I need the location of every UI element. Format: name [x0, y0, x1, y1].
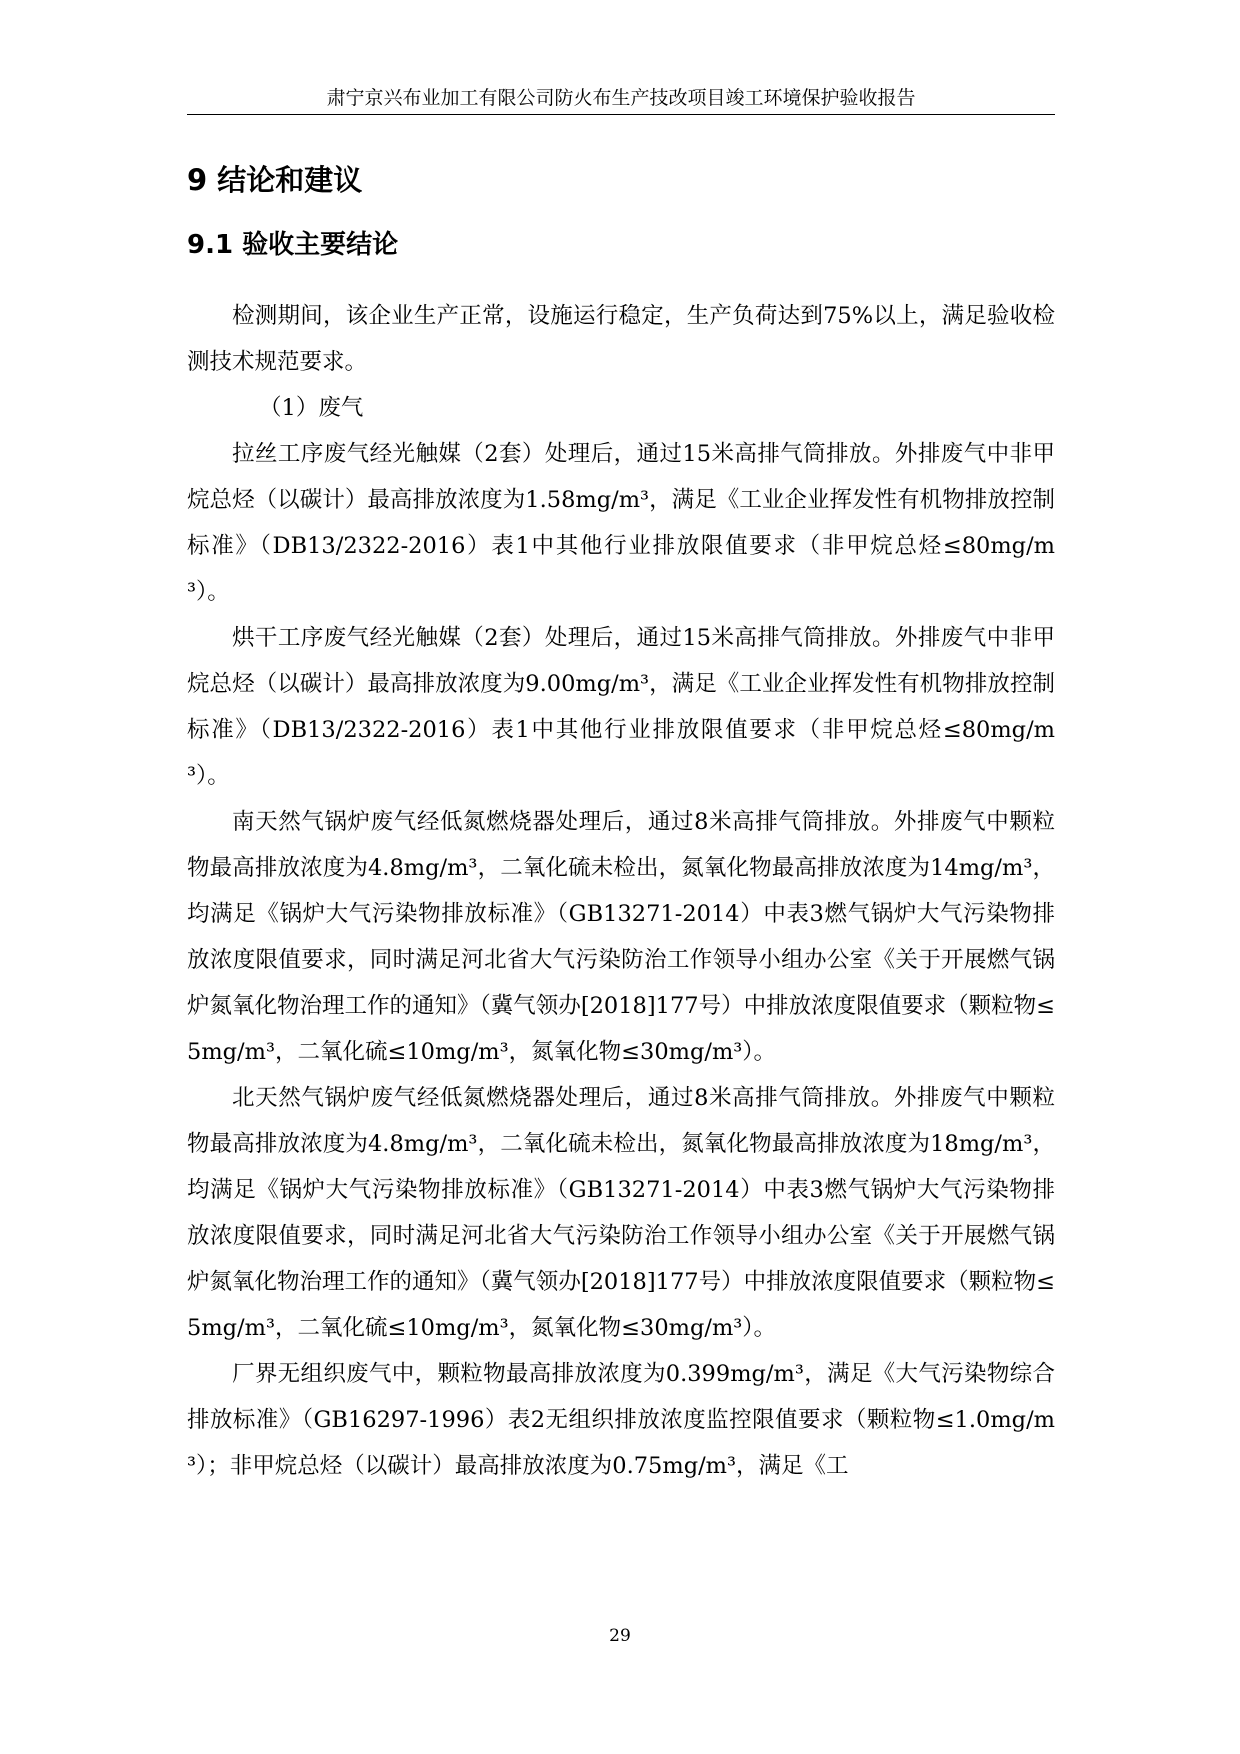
subsection-heading: 9.1 验收主要结论 [187, 230, 399, 260]
paragraph-fugitive: 厂界无组织废气中，颗粒物最高排放浓度为0.399mg/m³，满足《大气污染物综合排放标准》（GB16297-1996）表2无组织排放浓度监控限值要求（颗粒物≤1.0mg/m³）；非甲烷总烃（以碳计）最高排放浓度为0.75mg/m³，满足《工 [187, 1361, 1055, 1479]
paragraph-drawing: 拉丝工序废气经光触媒（2套）处理后，通过15米高排气筒排放。外排废气中非甲烷总烃（以碳计）最高排放浓度为1.58mg/m³，满足《工业企业挥发性有机物排放控制标准》（DB13/2322-2016）表1中其他行业排放限值要求（非甲烷总烃≤80mg/m³）。 [187, 441, 1055, 605]
section-heading: 9 结论和建议 [187, 163, 363, 197]
paragraph-south-boiler: 南天然气锅炉废气经低氮燃烧器处理后，通过8米高排气筒排放。外排废气中颗粒物最高排放浓度为4.8mg/m³，二氧化硫未检出，氮氧化物最高排放浓度为14mg/m³，均满足《锅炉大气污染物排放标准》（GB13271-2014）中表3燃气锅炉大气污染物排放浓度限值要求，同时满足河北省大气污染防治工作领导小组办公室《关于开展燃气锅炉氮氧化物治理工作的通知》（冀气领办[2018]177号）中排放浓度限值要求（颗粒物≤5mg/m³，二氧化硫≤10mg/m³，氮氧化物≤30mg/m³）。 [187, 809, 1055, 1065]
body-text [187, 293, 1055, 1489]
paragraph-north-boiler: 北天然气锅炉废气经低氮燃烧器处理后，通过8米高排气筒排放。外排废气中颗粒物最高排放浓度为4.8mg/m³，二氧化硫未检出，氮氧化物最高排放浓度为18mg/m³，均满足《锅炉大气污染物排放标准》（GB13271-2014）中表3燃气锅炉大气污染物排放浓度限值要求，同时满足河北省大气污染防治工作领导小组办公室《关于开展燃气锅炉氮氧化物治理工作的通知》（冀气领办[2018]177号）中排放浓度限值要求（颗粒物≤5mg/m³，二氧化硫≤10mg/m³，氮氧化物≤30mg/m³）。 [187, 1085, 1055, 1341]
paragraph-drying: 烘干工序废气经光触媒（2套）处理后，通过15米高排气筒排放。外排废气中非甲烷总烃（以碳计）最高排放浓度为9.00mg/m³，满足《工业企业挥发性有机物排放控制标准》（DB13/2322-2016）表1中其他行业排放限值要求（非甲烷总烃≤80mg/m³）。 [187, 625, 1055, 789]
page-number: 29 [609, 1626, 631, 1646]
paragraph-intro: 检测期间，该企业生产正常，设施运行稳定，生产负荷达到75%以上，满足验收检测技术规范要求。 [187, 303, 1055, 375]
running-header: 肃宁京兴布业加工有限公司防火布生产技改项目竣工环境保护验收报告 [187, 86, 1055, 115]
list-item-exhaust: （1）废气 [259, 395, 364, 421]
